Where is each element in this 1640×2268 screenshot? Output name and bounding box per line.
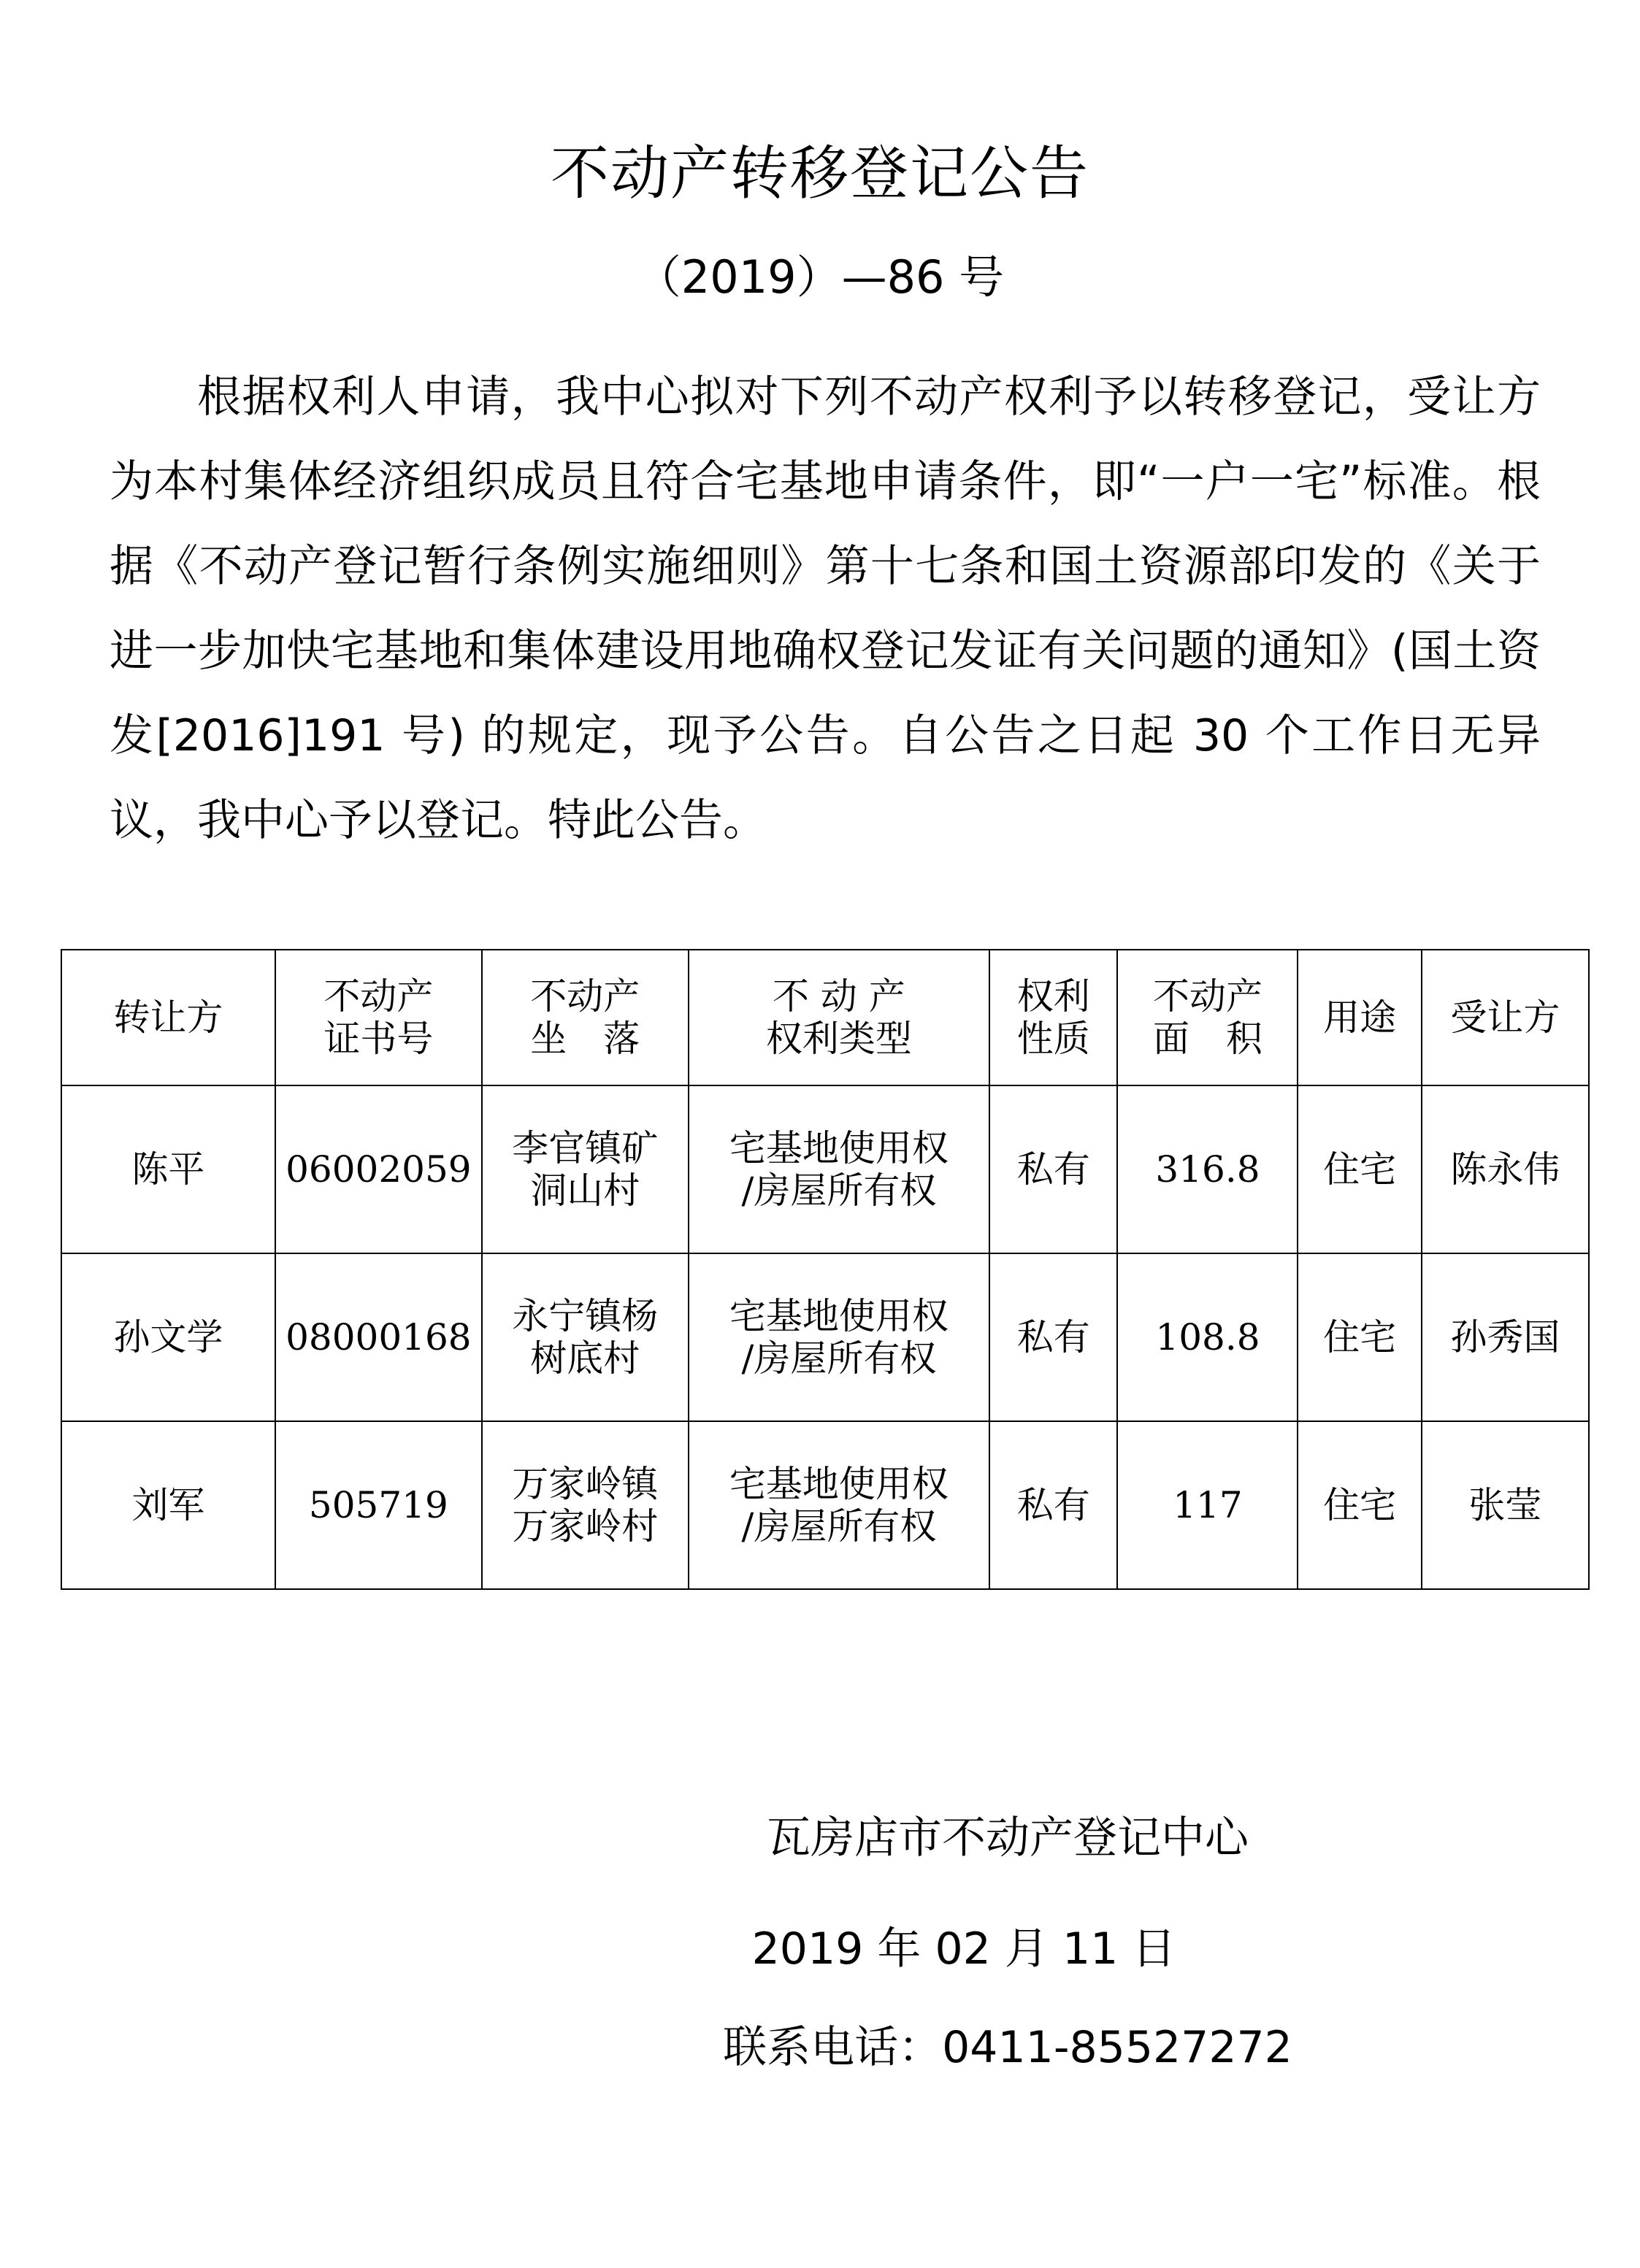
cell-right-type: 宅基地使用权 /房屋所有权 xyxy=(689,1253,989,1421)
table-header-row xyxy=(61,950,1589,1085)
cell-transferee: 张莹 xyxy=(1422,1421,1589,1589)
cell-cert-no: 08000168 xyxy=(275,1253,482,1421)
header-location: 不动产 坐 落 xyxy=(482,950,689,1085)
table-row xyxy=(61,1085,1589,1253)
notice-paragraph: 根据权利人申请，我中心拟对下列不动产权利予以转移登记，受让方为本村集体经济组织成员且符合宅基地申请条件，即“一户一宅”标准。根据《不动产登记暂行条例实施细则》第十七条和国土资源部印发的《关于进一步加快宅基地和集体建设用地确权登记发证有关问题的通知》(国土资发[2016]191 号) 的规定，现予公告。自公告之日起 30 个工作日无异议，我中心予以登记。特此公告。 xyxy=(110,372,1541,846)
cell-right-type: 宅基地使用权 /房屋所有权 xyxy=(689,1421,989,1589)
cell-transferor: 孙文学 xyxy=(61,1253,275,1421)
header-cert-no: 不动产 证书号 xyxy=(275,950,482,1085)
cell-nature: 私有 xyxy=(989,1421,1117,1589)
header-usage: 用途 xyxy=(1298,950,1421,1085)
page-title: 不动产转移登记公告 xyxy=(551,139,1089,207)
cell-cert-no: 06002059 xyxy=(275,1085,482,1253)
cell-transferee: 孙秀国 xyxy=(1422,1253,1589,1421)
cell-cert-no: 505719 xyxy=(275,1421,482,1589)
cell-usage: 住宅 xyxy=(1298,1085,1421,1253)
cell-nature: 私有 xyxy=(989,1253,1117,1421)
header-transferee: 受让方 xyxy=(1422,950,1589,1085)
header-area: 不动产 面 积 xyxy=(1117,950,1298,1085)
cell-location: 李官镇矿 洞山村 xyxy=(482,1085,689,1253)
header-nature: 权利 性质 xyxy=(989,950,1117,1085)
cell-transferor: 刘军 xyxy=(61,1421,275,1589)
cell-transferor: 陈平 xyxy=(61,1085,275,1253)
contact-phone: 联系电话：0411-85527272 xyxy=(723,2022,1292,2073)
cell-transferee: 陈永伟 xyxy=(1422,1085,1589,1253)
document-number: （2019）—86 号 xyxy=(635,250,1005,304)
header-right-type: 不 动 产 权利类型 xyxy=(689,950,989,1085)
cell-location: 万家岭镇 万家岭村 xyxy=(482,1421,689,1589)
issuing-organization: 瓦房店市不动产登记中心 xyxy=(767,1813,1249,1864)
cell-usage: 住宅 xyxy=(1298,1253,1421,1421)
table-row xyxy=(61,1421,1589,1589)
transfer-table xyxy=(61,949,1590,1590)
issue-date: 2019 年 02 月 11 日 xyxy=(751,1923,1176,1975)
header-transferor: 转让方 xyxy=(61,950,275,1085)
notice-body xyxy=(110,355,1541,863)
cell-area: 117 xyxy=(1117,1421,1298,1589)
cell-area: 316.8 xyxy=(1117,1085,1298,1253)
cell-nature: 私有 xyxy=(989,1085,1117,1253)
cell-usage: 住宅 xyxy=(1298,1421,1421,1589)
cell-area: 108.8 xyxy=(1117,1253,1298,1421)
table-row xyxy=(61,1253,1589,1421)
cell-right-type: 宅基地使用权 /房屋所有权 xyxy=(689,1085,989,1253)
cell-location: 永宁镇杨 树底村 xyxy=(482,1253,689,1421)
